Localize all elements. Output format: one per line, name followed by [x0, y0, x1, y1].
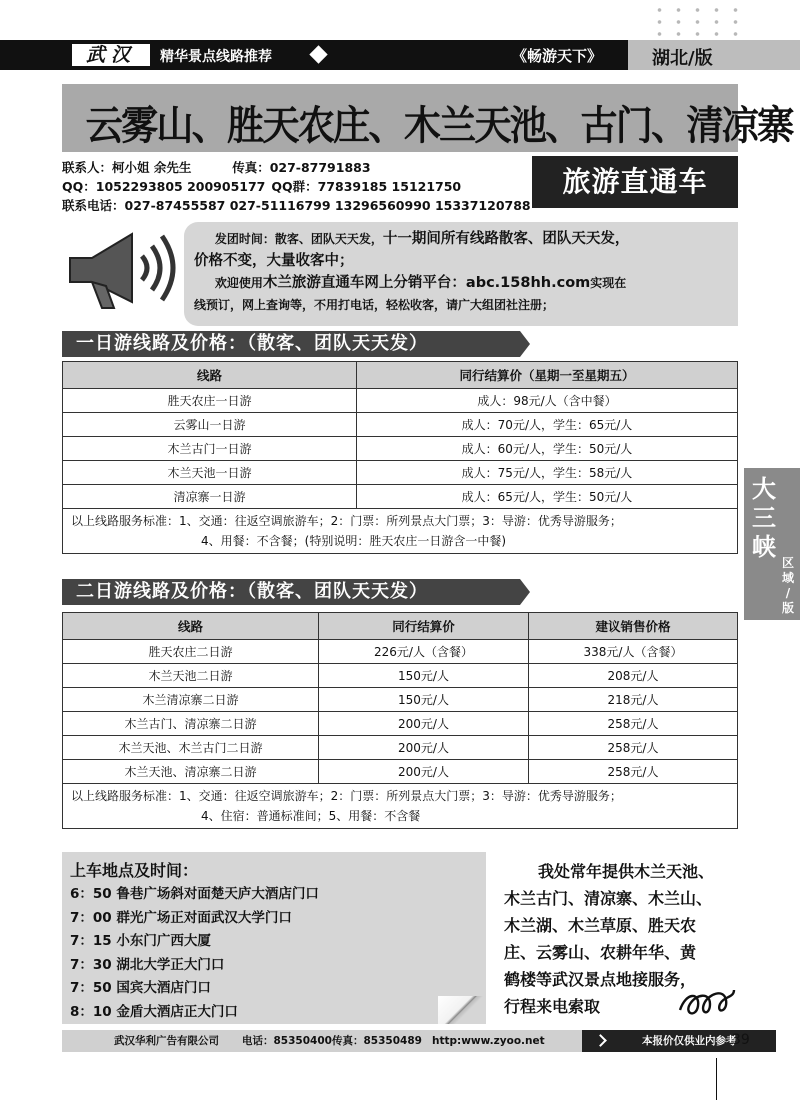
list-item: 8：10 金盾大酒店正大门口 — [70, 1003, 238, 1020]
list-item: 7：30 湖北大学正大门口 — [70, 956, 225, 973]
price-cell: 成人：70元/人，学生：65元/人 — [357, 413, 738, 437]
col-settlement: 同行结算价 — [319, 613, 529, 640]
price-cell: 200元/人 — [319, 736, 529, 760]
service-note — [63, 509, 738, 554]
footer-company: 武汉华利广告有限公司 — [114, 1035, 219, 1047]
pickup-box — [62, 852, 486, 1024]
contact-qq-group: QQ群：77839185 15121750 — [271, 179, 462, 194]
service-note-line1: 以上线路服务标准：1、交通：往返空调旅游车；2：门票：所列景点大门票；3：导游：优秀导游服务； — [71, 514, 622, 528]
price-cell: 200元/人 — [319, 712, 529, 736]
table-row — [63, 664, 738, 688]
table-row — [63, 437, 738, 461]
retail-cell: 258元/人 — [529, 760, 738, 784]
table-row — [63, 688, 738, 712]
route-cell: 胜天农庄一日游 — [63, 389, 357, 413]
route-cell: 清凉寨一日游 — [63, 485, 357, 509]
notice-realize: 实现在 — [590, 276, 627, 290]
service-line: 行程来电索取 — [504, 997, 601, 1016]
price-cell: 150元/人 — [319, 664, 529, 688]
header-tagline: 精华景点线路推荐 — [160, 49, 272, 65]
side-tab-char: 区 — [781, 556, 794, 570]
service-line: 我处常年提供木兰天池、 — [538, 862, 715, 881]
price-cell: 成人：98元/人（含中餐） — [357, 389, 738, 413]
doodle-icon — [676, 984, 738, 1020]
side-tab-title — [750, 474, 778, 561]
contact-person: 联系人：柯小姐 余先生 — [62, 160, 192, 175]
side-tab-char: 峡 — [752, 532, 776, 561]
contact-info — [62, 158, 532, 215]
express-banner: 旅游直通车 — [532, 156, 738, 208]
title-band — [62, 84, 793, 152]
pickup-title: 上车地点及时间： — [70, 861, 199, 880]
notice-departure: 发团时间：散客、团队天天发， — [214, 232, 383, 246]
decorative-dot-grid — [650, 4, 750, 40]
side-tab-char: / — [785, 586, 791, 600]
route-cell: 木兰天池一日游 — [63, 461, 357, 485]
page-title: 云雾山、胜天农庄、木兰天池、古门、清凉寨 — [85, 103, 793, 149]
notice-register: 线预订，网上查询等，不用打电话，轻松收客，请广大组团社注册； — [194, 298, 555, 312]
footer-website: http:www.zyoo.net — [432, 1035, 545, 1047]
header-strip — [0, 40, 800, 70]
page-curl-decoration — [438, 996, 486, 1024]
megaphone-icon — [62, 228, 178, 316]
retail-cell: 258元/人 — [529, 712, 738, 736]
route-cell: 云雾山一日游 — [63, 413, 357, 437]
table-row — [63, 461, 738, 485]
page-divider — [716, 1058, 717, 1100]
retail-cell: 218元/人 — [529, 688, 738, 712]
list-item: 7：15 小东门广西大厦 — [70, 933, 211, 949]
logo-wuhan: 武汉 — [72, 44, 150, 66]
one-day-table — [62, 361, 738, 554]
price-cell: 成人：75元/人，学生：58元/人 — [357, 461, 738, 485]
service-line: 木兰湖、木兰草原、胜天农 — [504, 916, 697, 935]
notice-box — [184, 222, 738, 326]
list-item: 7：00 群光广场正对面武汉大学门口 — [70, 909, 292, 926]
route-cell: 木兰古门一日游 — [63, 437, 357, 461]
price-cell: 226元/人（含餐） — [319, 640, 529, 664]
side-tab-subtitle — [780, 556, 796, 616]
price-cell: 150元/人 — [319, 688, 529, 712]
col-route: 线路 — [63, 362, 357, 389]
service-note-row — [63, 784, 738, 829]
two-day-heading: 二日游线路及价格：（散客、团队天天发） — [62, 579, 520, 605]
route-cell: 木兰天池二日游 — [63, 664, 319, 688]
footer-bar — [62, 1030, 738, 1052]
col-retail: 建议销售价格 — [529, 613, 738, 640]
col-settlement: 同行结算价（星期一至星期五） — [357, 362, 738, 389]
price-cell: 成人：60元/人，学生：50元/人 — [357, 437, 738, 461]
retail-cell: 338元/人（含餐） — [529, 640, 738, 664]
route-cell: 木兰天池、木兰古门二日游 — [63, 736, 319, 760]
service-line: 木兰古门、清凉寨、木兰山、 — [504, 889, 713, 908]
service-line: 庄、云雾山、农耕年华、黄 — [504, 943, 697, 962]
page-number: 39 — [732, 1032, 750, 1048]
table-row — [63, 413, 738, 437]
side-tab-char: 域 — [781, 571, 794, 585]
price-cell: 200元/人 — [319, 760, 529, 784]
header-edition: 湖北/版 — [652, 48, 713, 69]
side-tab-char: 三 — [752, 503, 776, 532]
route-cell: 木兰清凉寨二日游 — [63, 688, 319, 712]
list-item: 6：50 鲁巷广场斜对面楚天庐大酒店门口 — [70, 886, 319, 902]
two-day-table — [62, 612, 738, 829]
table-row — [63, 640, 738, 664]
route-cell: 木兰古门、清凉寨二日游 — [63, 712, 319, 736]
service-note-line2: 4、用餐：不含餐；(特别说明：胜天农庄一日游含一中餐) — [201, 534, 507, 548]
table-row — [63, 736, 738, 760]
list-item: 7：50 国宾大酒店门口 — [70, 980, 211, 996]
service-note-line1: 以上线路服务标准：1、交通：往返空调旅游车；2：门票：所列景点大门票；3：导游：优秀导游服务； — [71, 789, 622, 803]
col-route: 线路 — [63, 613, 319, 640]
retail-cell: 208元/人 — [529, 664, 738, 688]
notice-platform: 木兰旅游直通车网上分销平台：abc.158hh.com — [262, 275, 591, 291]
one-day-heading: 一日游线路及价格：（散客、团队天天发） — [62, 331, 520, 357]
price-cell: 成人：65元/人，学生：50元/人 — [357, 485, 738, 509]
notice-welcome: 欢迎使用 — [214, 276, 263, 290]
table-row — [63, 760, 738, 784]
side-tab-char: 版 — [781, 601, 794, 615]
region-side-tab — [744, 468, 800, 620]
table-row — [63, 389, 738, 413]
contact-phones: 联系电话：027-87455587 027-51116799 13296560990 15337120788 — [62, 198, 531, 213]
service-note — [63, 784, 738, 829]
footer-fax: 传真：85350489 — [332, 1035, 422, 1047]
table-row — [63, 712, 738, 736]
notice-holiday: 十一期间所有线路散客、团队天天发， — [382, 231, 630, 247]
footer-disclaimer: 本报价仅供业内参考 — [642, 1035, 737, 1047]
footer-phone: 电话：85350400 — [242, 1035, 332, 1047]
contact-qq: QQ：1052293805 200905177 — [62, 179, 266, 194]
route-cell: 木兰天池、清凉寨二日游 — [63, 760, 319, 784]
route-cell: 胜天农庄二日游 — [63, 640, 319, 664]
notice-price-line: 价格不变，大量收客中； — [194, 253, 354, 269]
service-note-line2: 4、住宿：普通标准间；5、用餐：不含餐 — [201, 809, 421, 823]
contact-fax: 传真：027-87791883 — [232, 160, 371, 175]
retail-cell: 258元/人 — [529, 736, 738, 760]
table-row — [63, 485, 738, 509]
service-note-row — [63, 509, 738, 554]
header-brand: 《畅游天下》 — [512, 47, 603, 65]
side-tab-char: 大 — [752, 474, 776, 503]
service-line: 鹤楼等武汉景点地接服务， — [504, 970, 697, 989]
